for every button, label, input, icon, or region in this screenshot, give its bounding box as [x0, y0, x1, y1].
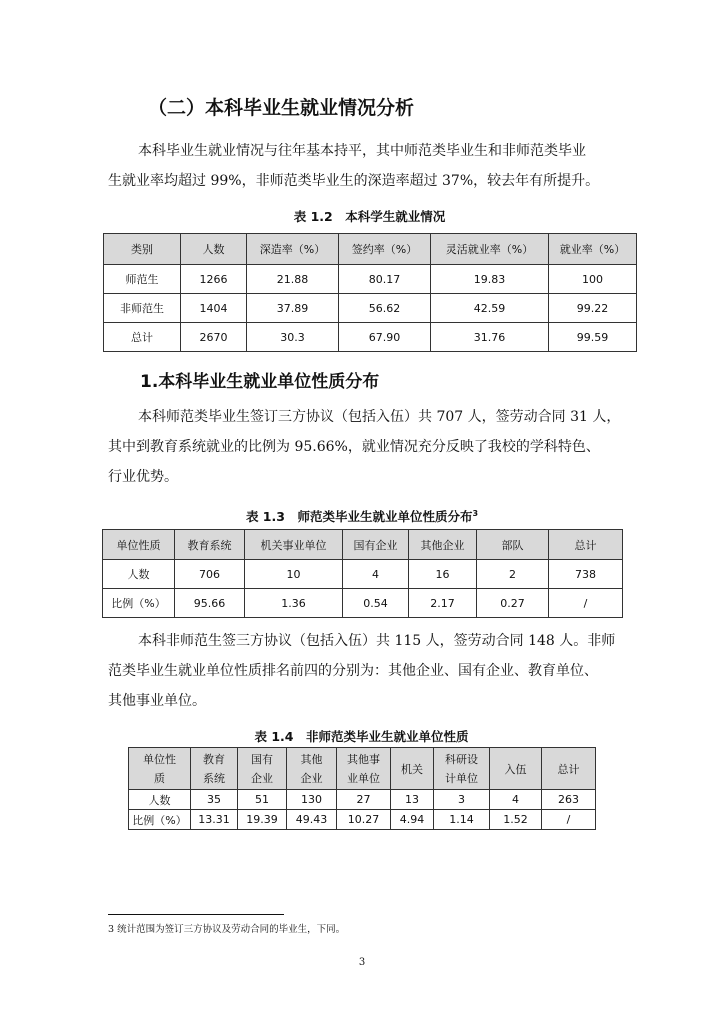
- table-cell: 263: [542, 790, 596, 810]
- paragraph-3-line-2: 范类毕业生就业单位性质排名前四的分别为：其他企业、国有企业、教育单位、: [108, 663, 598, 679]
- table-cell: 1266: [181, 265, 247, 294]
- table-row: [103, 560, 623, 589]
- table-cell: 100: [549, 265, 637, 294]
- footnote: [108, 921, 345, 935]
- table-cell: /: [542, 810, 596, 830]
- table-cell: 4.94: [391, 810, 434, 830]
- table-row: [129, 810, 596, 830]
- table-cell: 师范生: [104, 265, 181, 294]
- header-cell: 就业率（%）: [549, 234, 637, 265]
- header-cell: 部队: [477, 530, 549, 560]
- header-cell: 总计: [549, 530, 623, 560]
- table-cell: 1.14: [434, 810, 490, 830]
- table-cell: 27: [337, 790, 391, 810]
- table-cell: 1404: [181, 294, 247, 323]
- table-cell: 非师范生: [104, 294, 181, 323]
- table-cell: 13.31: [191, 810, 238, 830]
- table-cell: 99.59: [549, 323, 637, 352]
- table-1-3-caption-text: 表 1.3 师范类毕业生就业单位性质分布: [245, 509, 473, 524]
- table-cell: 99.22: [549, 294, 637, 323]
- table-cell: 19.39: [238, 810, 287, 830]
- table-1-2: [103, 233, 637, 352]
- table-row: [129, 790, 596, 810]
- paragraph-3: [108, 626, 628, 716]
- table-row: [104, 265, 637, 294]
- table-cell: 19.83: [431, 265, 549, 294]
- header-cell: 教育系统: [175, 530, 245, 560]
- table-cell: 130: [287, 790, 337, 810]
- table-cell: 16: [409, 560, 477, 589]
- table-cell: 人数: [129, 790, 191, 810]
- header-cell: 科研设 计单位: [434, 748, 490, 790]
- header-cell: 国有 企业: [238, 748, 287, 790]
- table-1-4: [128, 747, 596, 830]
- header-cell: 总计: [542, 748, 596, 790]
- footnote-separator: [108, 914, 284, 915]
- paragraph-2-line-3: 行业优势。: [108, 469, 178, 485]
- table-cell: 49.43: [287, 810, 337, 830]
- table-cell: 4: [490, 790, 542, 810]
- paragraph-2-line-1: 本科师范类毕业生签订三方协议（包括入伍）共 707 人，签劳动合同 31 人，: [138, 409, 621, 425]
- section-title: （二）本科毕业生就业情况分析: [148, 97, 415, 119]
- header-cell: 教育 系统: [191, 748, 238, 790]
- table-cell: 13: [391, 790, 434, 810]
- table-header-row: [103, 530, 623, 560]
- table-cell: 738: [549, 560, 623, 589]
- table-cell: 21.88: [247, 265, 339, 294]
- table-cell: 0.54: [343, 589, 409, 618]
- paragraph-3-line-1: 本科非师范生签三方协议（包括入伍）共 115 人，签劳动合同 148 人。非师: [138, 633, 616, 649]
- table-1-4-caption: 表 1.4 非师范类毕业生就业单位性质: [254, 729, 469, 744]
- header-cell: 单位性质: [103, 530, 175, 560]
- header-cell: 机关事业单位: [245, 530, 343, 560]
- header-cell: 入伍: [490, 748, 542, 790]
- intro-line-2: 生就业率均超过 99%，非师范类毕业生的深造率超过 37%，较去年有所提升。: [108, 173, 600, 189]
- page-number: 3: [358, 957, 366, 968]
- header-cell: 人数: [181, 234, 247, 265]
- table-cell: 10.27: [337, 810, 391, 830]
- table-cell: 2: [477, 560, 549, 589]
- header-cell: 机关: [391, 748, 434, 790]
- table-header-row: [104, 234, 637, 265]
- table-cell: 67.90: [339, 323, 431, 352]
- table-cell: 1.52: [490, 810, 542, 830]
- table-cell: 3: [434, 790, 490, 810]
- subsection-title: 1.本科毕业生就业单位性质分布: [140, 372, 380, 392]
- header-cell: 深造率（%）: [247, 234, 339, 265]
- table-1-2-caption: 表 1.2 本科学生就业情况: [293, 209, 446, 224]
- table-cell: 2670: [181, 323, 247, 352]
- intro-paragraph: [108, 136, 628, 196]
- table-cell: 37.89: [247, 294, 339, 323]
- table-cell: 42.59: [431, 294, 549, 323]
- table-cell: 10: [245, 560, 343, 589]
- header-cell: 其他企业: [409, 530, 477, 560]
- intro-line-1: 本科毕业生就业情况与往年基本持平，其中师范类毕业生和非师范类毕业: [138, 143, 586, 159]
- table-cell: 706: [175, 560, 245, 589]
- table-cell: 31.76: [431, 323, 549, 352]
- header-cell: 类别: [104, 234, 181, 265]
- table-cell: 30.3: [247, 323, 339, 352]
- header-cell: 灵活就业率（%）: [431, 234, 549, 265]
- paragraph-2-line-2: 其中到教育系统就业的比例为 95.66%，就业情况充分反映了我校的学科特色、: [108, 439, 600, 455]
- paragraph-2: [108, 402, 628, 492]
- table-cell: 总计: [104, 323, 181, 352]
- table-row: [104, 294, 637, 323]
- paragraph-3-line-3: 其他事业单位。: [108, 693, 206, 709]
- table-header-row: [129, 748, 596, 790]
- table-cell: 2.17: [409, 589, 477, 618]
- table-1-3: [102, 529, 623, 618]
- footnote-number: 3: [108, 924, 115, 935]
- footnote-marker: 3: [472, 508, 479, 518]
- table-cell: 1.36: [245, 589, 343, 618]
- table-cell: /: [549, 589, 623, 618]
- table-cell: 51: [238, 790, 287, 810]
- header-cell: 其他事 业单位: [337, 748, 391, 790]
- table-cell: 比例（%）: [103, 589, 175, 618]
- header-cell: 国有企业: [343, 530, 409, 560]
- table-cell: 人数: [103, 560, 175, 589]
- table-cell: 35: [191, 790, 238, 810]
- table-cell: 80.17: [339, 265, 431, 294]
- table-row: [103, 589, 623, 618]
- table-cell: 56.62: [339, 294, 431, 323]
- table-row: [104, 323, 637, 352]
- table-cell: 0.27: [477, 589, 549, 618]
- header-cell: 签约率（%）: [339, 234, 431, 265]
- footnote-text: 统计范围为签订三方协议及劳动合同的毕业生，下同。: [117, 924, 346, 935]
- table-cell: 比例（%）: [129, 810, 191, 830]
- header-cell: 单位性 质: [129, 748, 191, 790]
- table-cell: 4: [343, 560, 409, 589]
- table-cell: 95.66: [175, 589, 245, 618]
- table-1-3-caption: [102, 507, 622, 525]
- header-cell: 其他 企业: [287, 748, 337, 790]
